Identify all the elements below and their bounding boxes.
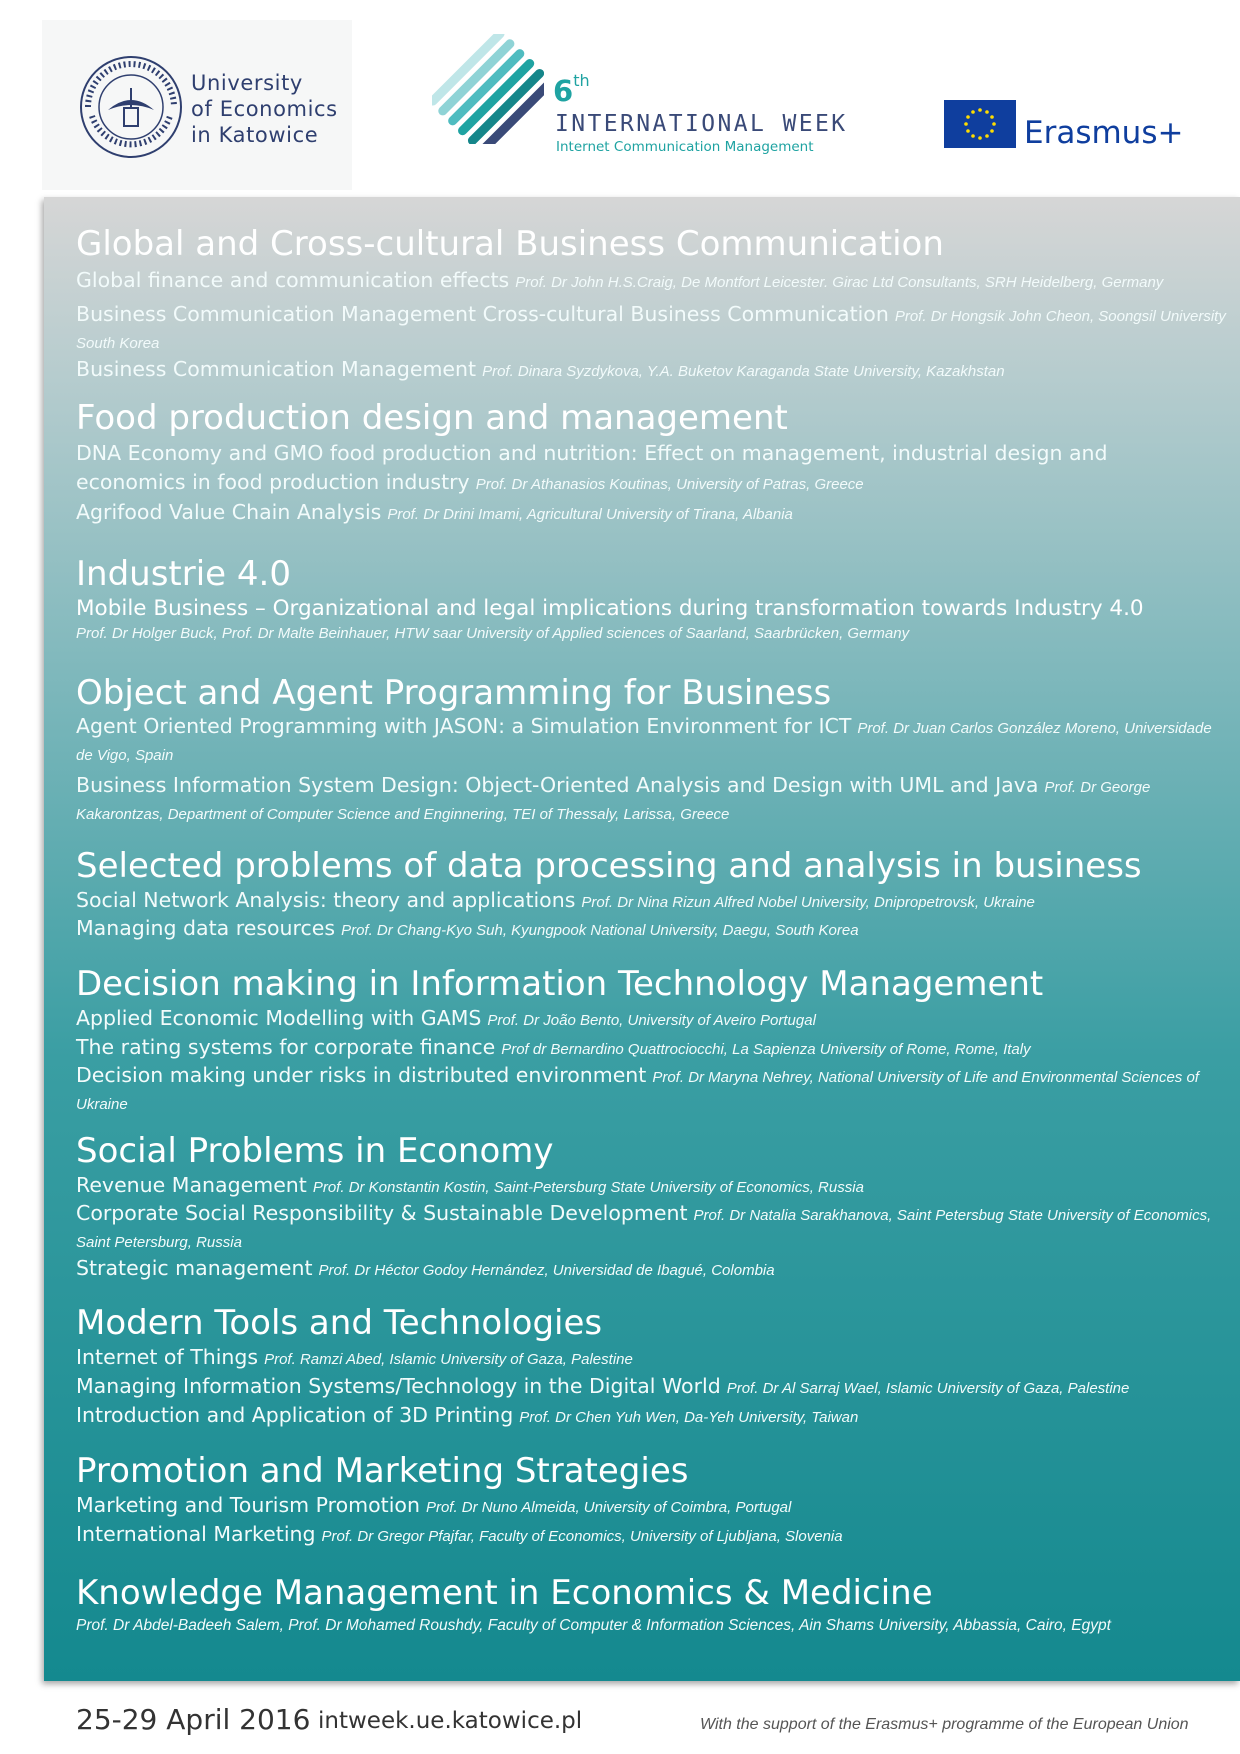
talk-item (76, 1255, 1226, 1284)
university-seal-icon (78, 54, 184, 160)
talk-speaker: Prof. Dr Gregor Pfajfar, Faculty of Economics, University of Ljubljana, Slovenia (321, 1528, 843, 1545)
talk-speaker: Prof. Dr Maryna Nehrey, National University of Life and Environmental Sciences of Ukraine (76, 1069, 1199, 1113)
talk-topic: The rating systems for corporate finance (76, 1035, 496, 1059)
erasmus-support-note: With the support of the Erasmus+ programme of the European Union (700, 1716, 1189, 1733)
talk-topic: Social Network Analysis: theory and applications (76, 888, 576, 912)
talk-speaker: Prof. Dr Konstantin Kostin, Saint-Petersburg State University of Economics, Russia (312, 1179, 864, 1196)
talk-topic: Decision making under risks in distributed environment (76, 1063, 647, 1087)
section-title: Promotion and Marketing Strategies (76, 1451, 689, 1491)
talk-speaker: Prof. Dr Athanasios Koutinas, University of Patras, Greece (475, 476, 864, 493)
section-title: Decision making in Information Technology Management (76, 964, 1044, 1004)
talk-item (76, 499, 1226, 528)
talk-item (76, 356, 1226, 385)
talk-speaker: Prof. Ramzi Abed, Islamic University of Gaza, Palestine (264, 1351, 633, 1368)
erasmus-label: Erasmus+ (1024, 115, 1184, 151)
section-title: Selected problems of data processing and analysis in business (76, 846, 1142, 886)
talk-speaker: Prof. Dr Chang-Kyo Suh, Kyungpook National University, Daegu, South Korea (341, 922, 859, 939)
talk-topic: Applied Economic Modelling with GAMS (76, 1006, 482, 1030)
section-object-agent-programming (76, 672, 1226, 827)
talk-item (76, 595, 1226, 622)
talk-topic: Agrifood Value Chain Analysis (76, 500, 382, 524)
talk-item (76, 302, 1226, 356)
talk-topic: Strategic management (76, 1256, 313, 1280)
talk-topic: International Marketing (76, 1522, 316, 1546)
week-number (553, 71, 590, 108)
talk-topic: Business Communication Management (76, 357, 477, 381)
talk-item (76, 714, 1226, 768)
section-title: Global and Cross-cultural Business Communication (76, 224, 944, 264)
talk-topic: Revenue Management (76, 1173, 307, 1197)
talk-item (76, 887, 1226, 916)
talk-item (76, 1172, 1226, 1201)
talk-item (76, 439, 1206, 499)
university-name-line1: University (191, 71, 303, 95)
section-speakers: Prof. Dr Abdel-Badeeh Salem, Prof. Dr Mohamed Roushdy, Faculty of Computer & Information Sciences, Ain Shams University, Abbassia, Cairo, Egypt (76, 1617, 1111, 1634)
talk-speaker: Prof dr Bernardino Quattrociocchi, La Sapienza University of Rome, Rome, Italy (501, 1041, 1031, 1058)
talk-topic: Internet of Things (76, 1345, 259, 1369)
talk-item (76, 773, 1226, 827)
university-name-line2: of Economics (191, 97, 338, 121)
section-title: Industrie 4.0 (76, 554, 291, 594)
talk-speaker: Prof. Dr Nina Rizun Alfred Nobel University, Dnipropetrovsk, Ukraine (581, 894, 1035, 911)
talk-speaker: Prof. Dr Juan Carlos González Moreno, Universidade de Vigo, Spain (76, 720, 1212, 764)
talk-topic: Mobile Business – Organizational and legal implications during transformation towards Industry 4.0 (76, 596, 1144, 621)
week-number-value: 6 (553, 74, 574, 108)
talk-speaker: Prof. Dr George Kakarontzas, Department of Computer Science and Enginnering, TEI of Thessaly, Larissa, Greece (76, 779, 1151, 823)
section-title: Object and Agent Programming for Business (76, 673, 832, 713)
section-social-problems (76, 1130, 1226, 1284)
section-data-processing (76, 845, 1226, 943)
talk-item (76, 1005, 1226, 1034)
section-modern-tools (76, 1302, 1226, 1431)
week-title: INTERNATIONAL WEEK (555, 111, 848, 137)
section-global-communication (76, 223, 1226, 385)
talk-speaker: Prof. Dr Chen Yuh Wen, Da-Yeh University, Taiwan (519, 1409, 859, 1426)
section-decision-making (76, 963, 1226, 1117)
eu-flag-icon (944, 100, 1016, 148)
talk-topic: Managing data resources (76, 916, 336, 940)
section-knowledge-management (76, 1572, 1226, 1638)
talk-item (76, 1063, 1226, 1117)
talk-speaker: Prof. Dr Natalia Sarakhanova, Saint Petersbug State University of Economics, Saint Petersburg, Russia (76, 1207, 1212, 1251)
talk-topic: DNA Economy and GMO food production and nutrition: Effect on management, industrial design and economics in food production industry (76, 441, 1108, 494)
talk-item (76, 1492, 1226, 1521)
talk-item (76, 1201, 1226, 1255)
week-number-suffix: th (573, 71, 590, 91)
talk-topic: Marketing and Tourism Promotion (76, 1493, 420, 1517)
talk-speaker: Prof. Dr Drini Imami, Agricultural University of Tirana, Albania (387, 506, 793, 523)
talk-item (76, 1373, 1226, 1402)
talk-topic: Managing Information Systems/Technology in the Digital World (76, 1374, 721, 1398)
international-week-logo-icon (432, 34, 544, 144)
talk-topic: Global finance and communication effects (76, 268, 510, 292)
talk-item (76, 1402, 1226, 1431)
talk-speaker: Prof. Dr Nuno Almeida, University of Coimbra, Portugal (425, 1499, 792, 1516)
talk-item (76, 267, 1226, 296)
event-dates: 25-29 April 2016 (76, 1703, 311, 1736)
talk-speaker: Prof. Dr Hongsik John Cheon, Soongsil University South Korea (76, 308, 1226, 352)
section-title: Modern Tools and Technologies (76, 1303, 603, 1343)
talk-speaker: Prof. Dr Héctor Godoy Hernández, Universidad de Ibagué, Colombia (318, 1262, 775, 1279)
university-name-line3: in Katowice (191, 123, 319, 147)
talk-topic: Business Information System Design: Object-Oriented Analysis and Design with UML and Java (76, 773, 1039, 797)
talk-item (76, 916, 1226, 943)
section-title: Food production design and management (76, 398, 788, 438)
talk-speaker: Prof. Dinara Syzdykova, Y.A. Buketov Karaganda State University, Kazakhstan (482, 363, 1005, 380)
section-title: Social Problems in Economy (76, 1131, 554, 1171)
talk-speaker: Prof. Dr João Bento, University of Aveiro Portugal (487, 1012, 816, 1029)
talk-item (76, 1034, 1226, 1063)
talk-speaker: Prof. Dr John H.S.Craig, De Montfort Leicester. Girac Ltd Consultants, SRH Heidelberg, Germany (515, 274, 1164, 291)
talk-topic: Agent Oriented Programming with JASON: a Simulation Environment for ICT (76, 714, 852, 738)
university-name (191, 70, 338, 148)
event-website-link[interactable]: intweek.ue.katowice.pl (318, 1708, 583, 1734)
talk-speaker: Prof. Dr Al Sarraj Wael, Islamic University of Gaza, Palestine (726, 1380, 1130, 1397)
section-title: Knowledge Management in Economics & Medicine (76, 1573, 933, 1613)
talk-topic: Business Communication Management Cross-cultural Business Communication (76, 302, 889, 326)
section-industrie-4 (76, 553, 1226, 646)
talk-item (76, 1521, 1226, 1550)
talk-topic: Introduction and Application of 3D Printing (76, 1403, 514, 1427)
week-subtitle: Internet Communication Management (556, 139, 814, 155)
talk-item (76, 1344, 1226, 1373)
section-speakers: Prof. Dr Holger Buck, Prof. Dr Malte Beinhauer, HTW saar University of Applied sciences of Saarland, Saarbrücken, Germany (76, 625, 910, 642)
talk-topic: Corporate Social Responsibility & Sustainable Development (76, 1201, 688, 1225)
section-promotion-marketing (76, 1450, 1226, 1550)
section-food-production (76, 397, 1226, 528)
